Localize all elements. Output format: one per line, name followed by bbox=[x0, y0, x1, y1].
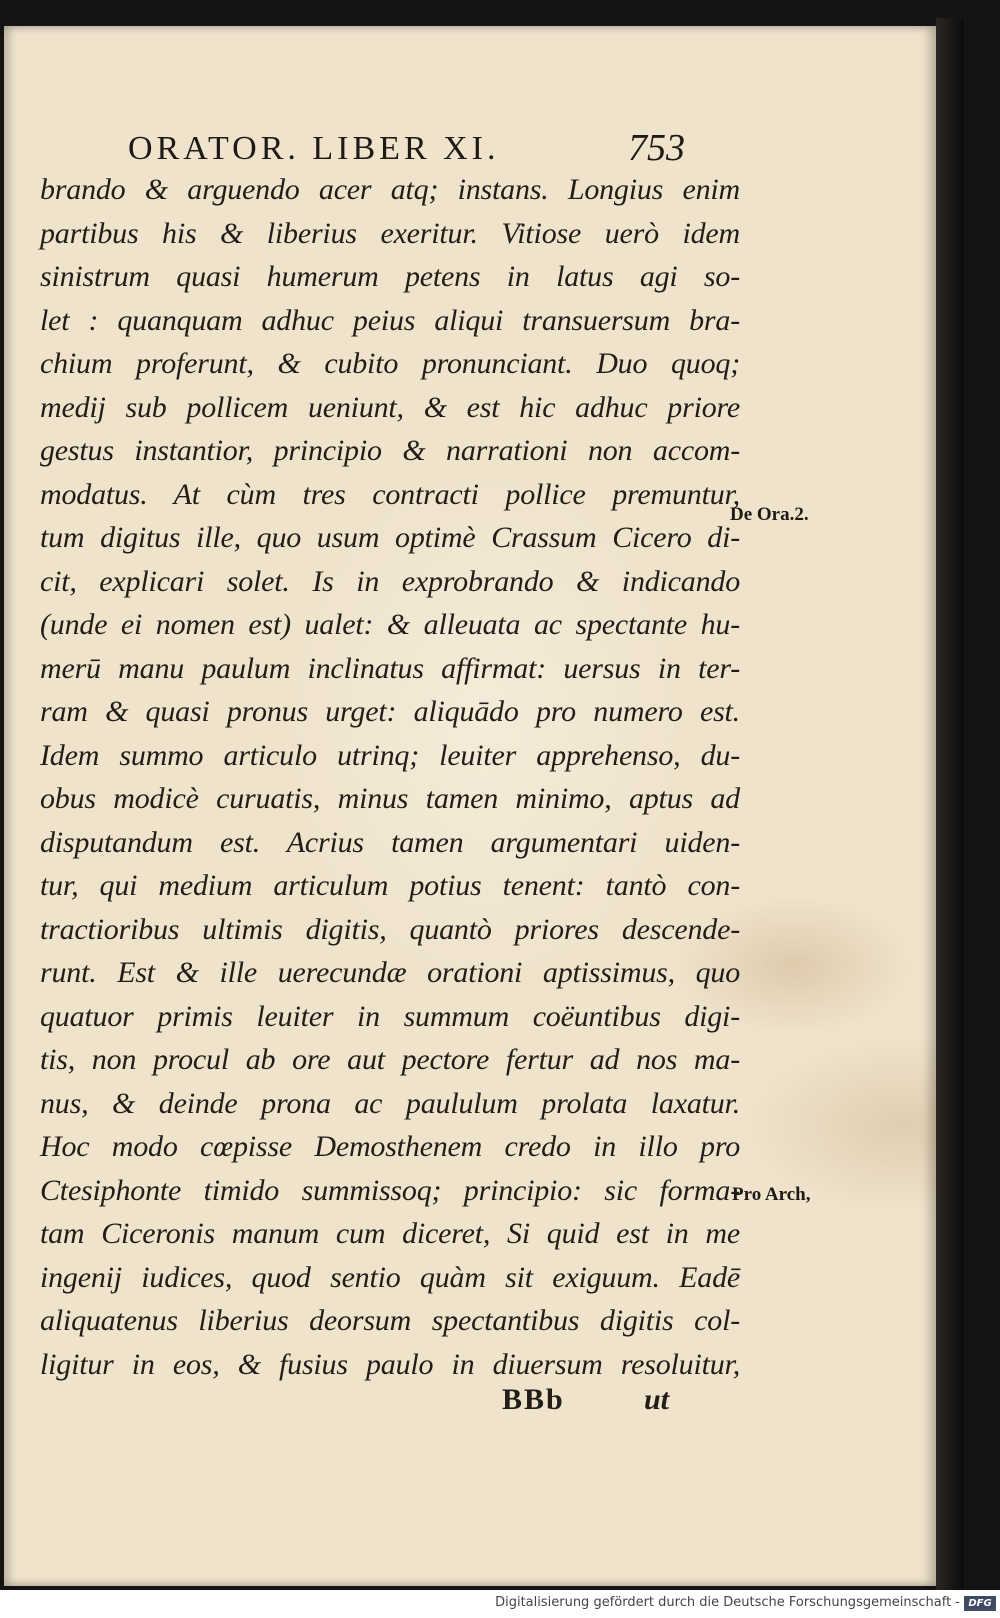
text-line: tractioribus ultimis digitis, quantò priores descende- bbox=[40, 912, 740, 946]
page-number: 753 bbox=[628, 127, 685, 169]
text-line: partibus his & liberius exeritur. Vitiose uerò idem bbox=[40, 216, 740, 250]
dfg-logo: DFG bbox=[964, 1596, 996, 1611]
text-line: nus, & deinde prona ac paululum prolata laxatur. bbox=[40, 1086, 740, 1120]
text-line: obus modicè curuatis, minus tamen minimo, aptus ad bbox=[40, 782, 740, 815]
text-line: disputandum est. Acrius tamen argumentari uiden- bbox=[40, 825, 740, 859]
text-line: ram & quasi pronus urget: aliquādo pro numero est. bbox=[40, 695, 740, 728]
text-line: ingenij iudices, quod sentio quàm sit exiguum. Eadē bbox=[40, 1260, 740, 1294]
text-line: Ctesiphonte timido summissoq; principio: sic forma- bbox=[40, 1173, 740, 1207]
text-line: medij sub pollicem ueniunt, & est hic adhuc priore bbox=[40, 390, 740, 424]
text-line: quatuor primis leuiter in summum coëuntibus digi- bbox=[40, 999, 740, 1033]
text-line: Idem summo articulo utrinq; leuiter apprehenso, du- bbox=[40, 738, 740, 772]
text-line: brando & arguendo acer atq; instans. Longius enim bbox=[40, 173, 740, 206]
signature-mark: BBb bbox=[502, 1383, 565, 1416]
text-line: tis, non procul ab ore aut pectore fertur ad nos ma- bbox=[40, 1043, 740, 1076]
margin-note-pro-archia: Pro Arch, bbox=[732, 1184, 811, 1205]
text-line: merū manu paulum inclinatus affirmat: uersus in ter- bbox=[40, 651, 740, 685]
text-line: let : quanquam adhuc peius aliqui transuersum bra- bbox=[40, 303, 740, 337]
text-line: modatus. At cùm tres contracti pollice premuntur, bbox=[40, 477, 740, 511]
funding-credit: Digitalisierung gefördert durch die Deutsche Forschungsgemeinschaft - bbox=[495, 1595, 960, 1610]
text-line: gestus instantior, principio & narrationi non accom- bbox=[40, 434, 740, 467]
book-page bbox=[4, 26, 936, 1586]
text-line: tam Ciceronis manum cum diceret, Si quid est in me bbox=[40, 1217, 740, 1250]
catchword: ut bbox=[644, 1383, 670, 1416]
running-title: ORATOR. LIBER XI. bbox=[128, 130, 500, 167]
text-line: (unde ei nomen est) ualet: & alleuata ac spectante hu- bbox=[40, 608, 740, 641]
credit-bar bbox=[0, 1590, 1000, 1618]
text-line: tur, qui medium articulum potius tenent: tantò con- bbox=[40, 869, 740, 902]
text-line: tum digitus ille, quo usum optimè Crassum Cicero di- bbox=[40, 521, 740, 554]
text-line: chium proferunt, & cubito pronunciant. Duo quoq; bbox=[40, 347, 740, 380]
text-line: Hoc modo cœpisse Demosthenem credo in illo pro bbox=[40, 1130, 740, 1163]
text-line: aliquatenus liberius deorsum spectantibus digitis col- bbox=[40, 1304, 740, 1337]
body-text bbox=[40, 168, 740, 1386]
margin-note-de-oratore: De Ora.2. bbox=[730, 504, 809, 525]
text-line: ligitur in eos, & fusius paulo in diuersum resoluitur, bbox=[40, 1347, 740, 1381]
text-line: runt. Est & ille uerecundæ orationi aptissimus, quo bbox=[40, 956, 740, 989]
text-line: sinistrum quasi humerum petens in latus agi so- bbox=[40, 260, 740, 293]
text-line: cit, explicari solet. Is in exprobrando & indicando bbox=[40, 564, 740, 598]
running-head bbox=[128, 126, 718, 174]
book-edge bbox=[936, 18, 964, 1590]
